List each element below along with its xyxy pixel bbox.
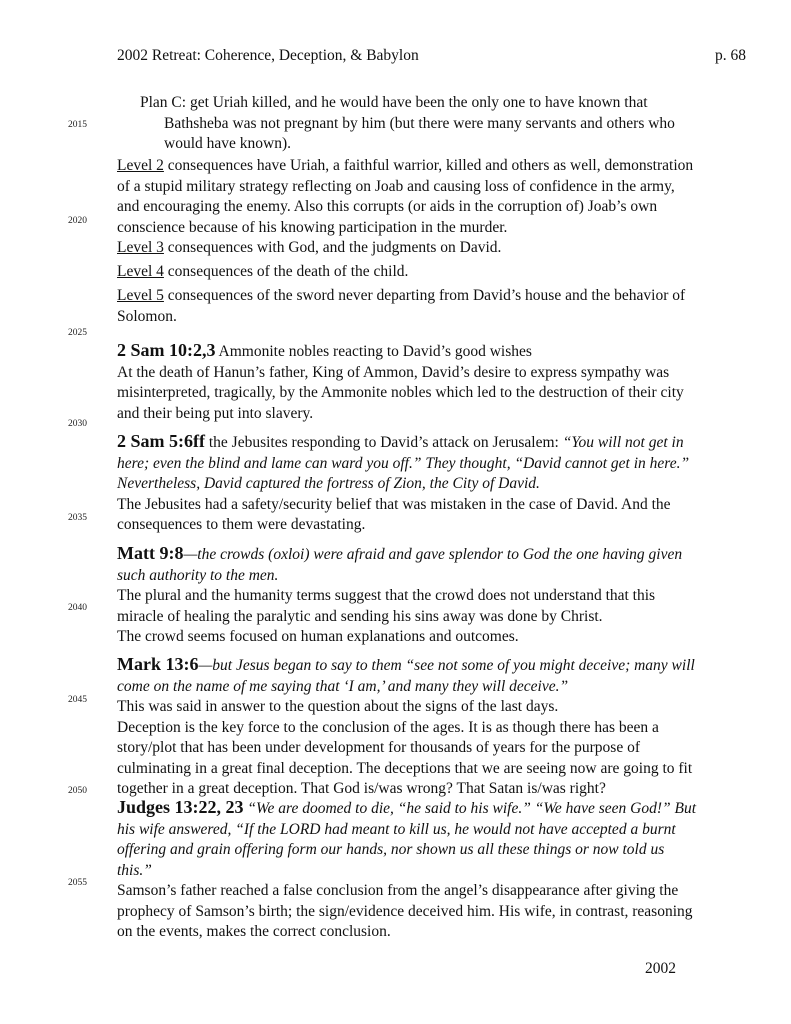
scripture-quote: —but Jesus began to say to them “see not some of you might deceive; many will come on the name of me saying that ‘I am,’ and many they will deceive.” — [117, 657, 695, 695]
line-number: 2035 — [68, 513, 87, 523]
line-number: 2020 — [68, 216, 87, 226]
scripture-quote: “We are doomed to die, “he said to his wife.” “We have seen God!” But his wife answered, “If the LORD had meant to kill us, he would not have accepted a burnt offering and grain offering form our hands, nor shown us all these things or now told us this.” — [117, 800, 697, 879]
level-5-label: Level 5 — [117, 287, 164, 304]
plan-c-block — [140, 93, 680, 155]
section-body: This was said in answer to the question about the signs of the last days. — [117, 698, 559, 715]
scripture-quote: “You will not get in here; even the blind and lame can ward you off.” They thought, “David cannot get in here.” Nevertheless, David captured the fortress of Zion, the City of David. — [117, 434, 690, 492]
level-2-label: Level 2 — [117, 157, 164, 174]
level-2-text: consequences have Uriah, a faithful warrior, killed and others as well, demonstration of a stupid military strategy reflecting on Joab and causing loss of confidence in the army, and encouraging the enemy. Also this corrupts (or aids in the corruption of) Joab’s own conscience because of his knowing participation in the murder. — [117, 157, 694, 236]
section-body: Deception is the key force to the conclusion of the ages. It is as though there has been a story/plot that has been under development for thousands of years for the purpose of culminating in a great final deception. The deceptions that we are seeing now are going to fit together in a great deception. That God is/was wrong? That Satan is/was right? — [117, 718, 693, 797]
section-title: Ammonite nobles reacting to David’s good wishes — [215, 343, 532, 360]
section-matt-9 — [117, 543, 697, 648]
header-page-number: p. 68 — [715, 47, 746, 64]
line-number: 2045 — [68, 695, 87, 705]
section-2-sam-5 — [117, 431, 697, 536]
level-3-text: consequences with God, and the judgments on David. — [163, 239, 502, 256]
scripture-reference: Judges 13:22, 23 — [117, 797, 244, 817]
line-number: 2015 — [68, 120, 87, 130]
section-body: At the death of Hanun’s father, King of Ammon, David’s desire to express sympathy was misinterpreted, tragically, by the Ammonite nobles which led to the destruction of their city and their being put into slavery. — [117, 363, 684, 422]
level-5-text: consequences of the sword never departing from David’s house and the behavior of Solomon. — [117, 287, 686, 325]
line-number: 2030 — [68, 419, 87, 429]
scripture-reference: Mark 13:6 — [117, 654, 199, 674]
footer-year: 2002 — [645, 960, 676, 977]
scripture-reference: 2 Sam 10:2,3 — [117, 340, 216, 360]
section-2-sam-10 — [117, 340, 697, 424]
level-3-label: Level 3 — [117, 239, 164, 256]
section-title: the Jebusites responding to David’s attack on Jerusalem: — [205, 434, 563, 451]
header-title: 2002 Retreat: Coherence, Deception, & Babylon — [117, 47, 419, 64]
level-4-label: Level 4 — [117, 263, 164, 280]
line-number: 2050 — [68, 786, 87, 796]
line-number: 2055 — [68, 878, 87, 888]
section-judges-13 — [117, 797, 697, 943]
section-body: Samson’s father reached a false conclusion from the angel’s disappearance after giving the prophecy of Samson’s birth; the sign/evidence deceived him. His wife, in contrast, reasoning on the events, makes the correct conclusion. — [117, 882, 693, 940]
level-3-paragraph — [117, 238, 697, 259]
level-5-paragraph — [117, 286, 697, 327]
level-4-paragraph — [117, 262, 697, 283]
line-number: 2025 — [68, 328, 87, 338]
scripture-reference: Matt 9:8 — [117, 543, 184, 563]
level-2-paragraph — [117, 156, 697, 238]
section-body: The plural and the humanity terms suggest that the crowd does not understand that this miracle of healing the paralytic and sending his sins away was done by Christ. — [117, 587, 656, 625]
level-4-text: consequences of the death of the child. — [163, 263, 409, 280]
scripture-quote: —the crowds (oxloi) were afraid and gave splendor to God the one having given such authority to the men. — [117, 546, 683, 584]
scripture-reference: 2 Sam 5:6ff — [117, 431, 205, 451]
section-mark-13 — [117, 654, 697, 800]
section-body: The Jebusites had a safety/security belief that was mistaken in the case of David. And the consequences to them were devastating. — [117, 495, 671, 533]
plan-c-text: Plan C: get Uriah killed, and he would have been the only one to have known that Bathsheba was not pregnant by him (but there were many servants and others who would have known). — [140, 94, 675, 152]
section-body: The crowd seems focused on human explanations and outcomes. — [117, 628, 519, 645]
line-number: 2040 — [68, 603, 87, 613]
